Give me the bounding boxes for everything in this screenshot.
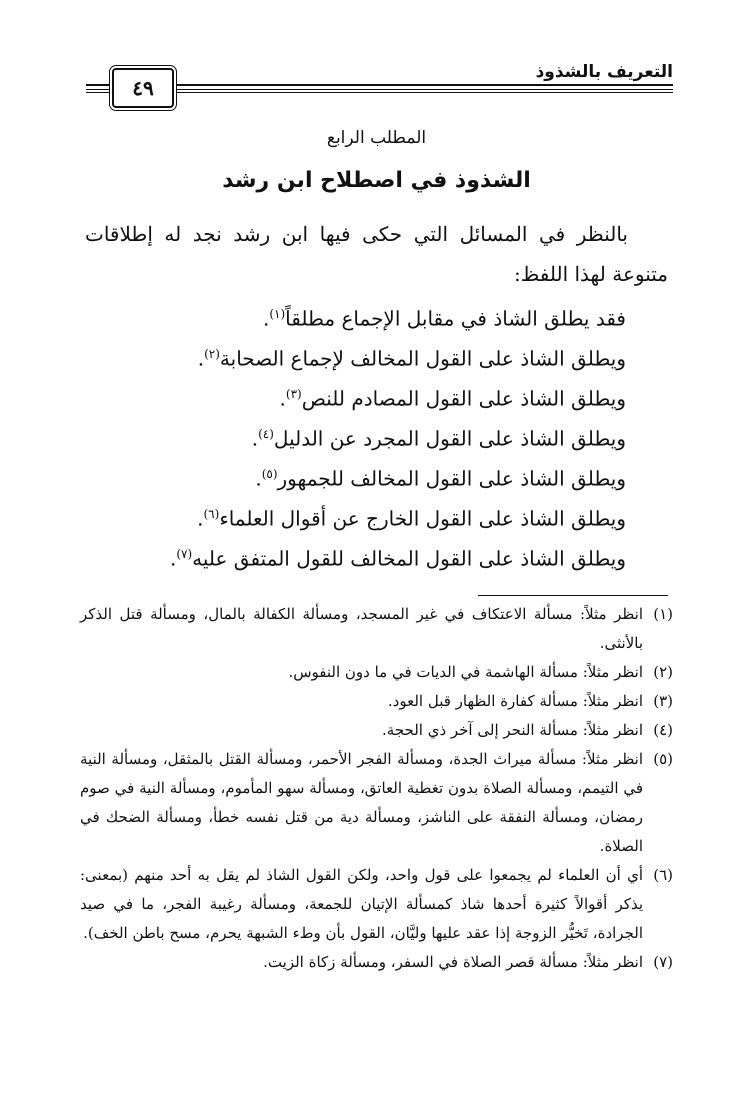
- footnote-ref: (٣): [285, 387, 302, 401]
- usage-item-text: ويطلق الشاذ على القول المخالف لإجماع الصحابة: [219, 346, 626, 371]
- footnote-number: (٢): [653, 663, 673, 681]
- footnote-text: انظر مثلاً: مسألة الهاشمة في الديات في ما دون النفوس.: [288, 663, 643, 681]
- footnote-number: (٧): [653, 953, 673, 971]
- usage-item: [85, 534, 668, 574]
- footnote-text: انظر مثلاً: مسألة النحر إلى آخر ذي الحجة.: [382, 721, 643, 739]
- footnote-separator: [478, 595, 668, 596]
- footnote: [80, 716, 673, 745]
- page-header: [86, 58, 673, 118]
- usage-list: [85, 294, 668, 574]
- footnote: [80, 745, 673, 861]
- header-rule: [86, 92, 673, 93]
- footnote-number: (١): [653, 605, 673, 623]
- usage-item-text: ويطلق الشاذ على القول الخارج عن أقوال العلماء: [219, 506, 626, 531]
- footnote-text: أي أن العلماء لم يجمعوا على قول واحد، ولكن القول الشاذ لم يقل به أحد منهم (بمعنى: يذكر أقوالاً كثيرة أحدها شاذ كمسألة الإتيان للجمعة، ومسألة رغيبة الفجر، ما في صيد الجرادة، تَخيُّر الزوجة إذا عقد عليها وليَّان، القول بأن وطء الشبهة يحرم، مسح باطن الخف).: [80, 866, 643, 942]
- footnote: [80, 658, 673, 687]
- footnote-ref: (٦): [203, 507, 220, 521]
- section-title: الشذوذ في اصطلاح ابن رشد: [222, 168, 531, 193]
- section-label: المطلب الرابع: [326, 128, 427, 148]
- footnote-ref: (٧): [176, 547, 193, 561]
- footnote-text: انظر مثلاً: مسألة كفارة الظهار قبل العود.: [387, 692, 643, 710]
- footnote-number: (٦): [653, 866, 673, 884]
- footnote: [80, 687, 673, 716]
- usage-item-text: ويطلق الشاذ على القول المجرد عن الدليل: [273, 426, 626, 451]
- footnote: [80, 600, 673, 658]
- footnote-ref: (٥): [261, 467, 278, 481]
- main-text: [85, 214, 668, 574]
- usage-item-text: ويطلق الشاذ على القول المصادم للنص: [301, 386, 626, 411]
- usage-item: [85, 414, 668, 454]
- usage-item-end: .: [255, 466, 262, 491]
- usage-item-text: فقد يطلق الشاذ في مقابل الإجماع مطلقاً: [285, 306, 626, 331]
- header-rule: [86, 84, 673, 86]
- page-number-box: [112, 68, 174, 108]
- usage-item-end: .: [251, 426, 259, 451]
- footnote-text: انظر مثلاً: مسألة ميراث الجدة، ومسألة الفجر الأحمر، ومسألة القتل بالمثقل، ومسألة النية في التيمم، ومسألة الصلاة بدون تغطية العاتق، ومسألة سهو المأموم، ومسألة النية في صوم رمضان، ومسألة النفقة على الناشز، ومسألة دية من قتل نفسه خطأ، ومسألة الضحك في الصلاة.: [80, 750, 643, 855]
- running-title: التعريف بالشذوذ: [535, 62, 673, 82]
- header-rule: [86, 89, 673, 90]
- usage-item-end: .: [169, 546, 177, 571]
- footnote-number: (٣): [653, 692, 673, 710]
- footnotes: [80, 600, 673, 977]
- usage-item-end: .: [262, 306, 270, 331]
- footnote: [80, 861, 673, 948]
- usage-item-end: .: [279, 386, 286, 411]
- footnote-ref: (٤): [258, 427, 274, 441]
- footnote: [80, 948, 673, 977]
- page-number: ٤٩: [132, 76, 154, 100]
- usage-item-end: .: [197, 346, 205, 371]
- footnote-number: (٤): [653, 721, 673, 739]
- usage-item-text: ويطلق الشاذ على القول المخالف للجمهور: [277, 466, 626, 491]
- usage-item: [85, 374, 668, 414]
- footnote-number: (٥): [653, 750, 673, 768]
- usage-item: [85, 494, 668, 534]
- usage-item-end: .: [197, 506, 204, 531]
- footnote-text: انظر مثلاً: مسألة قصر الصلاة في السفر، ومسألة زكاة الزيت.: [263, 953, 643, 971]
- footnote-ref: (١): [269, 307, 286, 321]
- footnote-text: انظر مثلاً: مسألة الاعتكاف في غير المسجد، ومسألة الكفالة بالمال، ومسألة قتل الذكر بالأنثى.: [80, 605, 643, 652]
- usage-item: [85, 294, 668, 334]
- usage-item: [85, 334, 668, 374]
- footnote-ref: (٢): [204, 347, 220, 361]
- usage-item-text: ويطلق الشاذ على القول المخالف للقول المتفق عليه: [192, 546, 626, 571]
- usage-item: [85, 454, 668, 494]
- intro-paragraph: بالنظر في المسائل التي حكى فيها ابن رشد نجد له إطلاقات متنوعة لهذا اللفظ:: [85, 222, 668, 286]
